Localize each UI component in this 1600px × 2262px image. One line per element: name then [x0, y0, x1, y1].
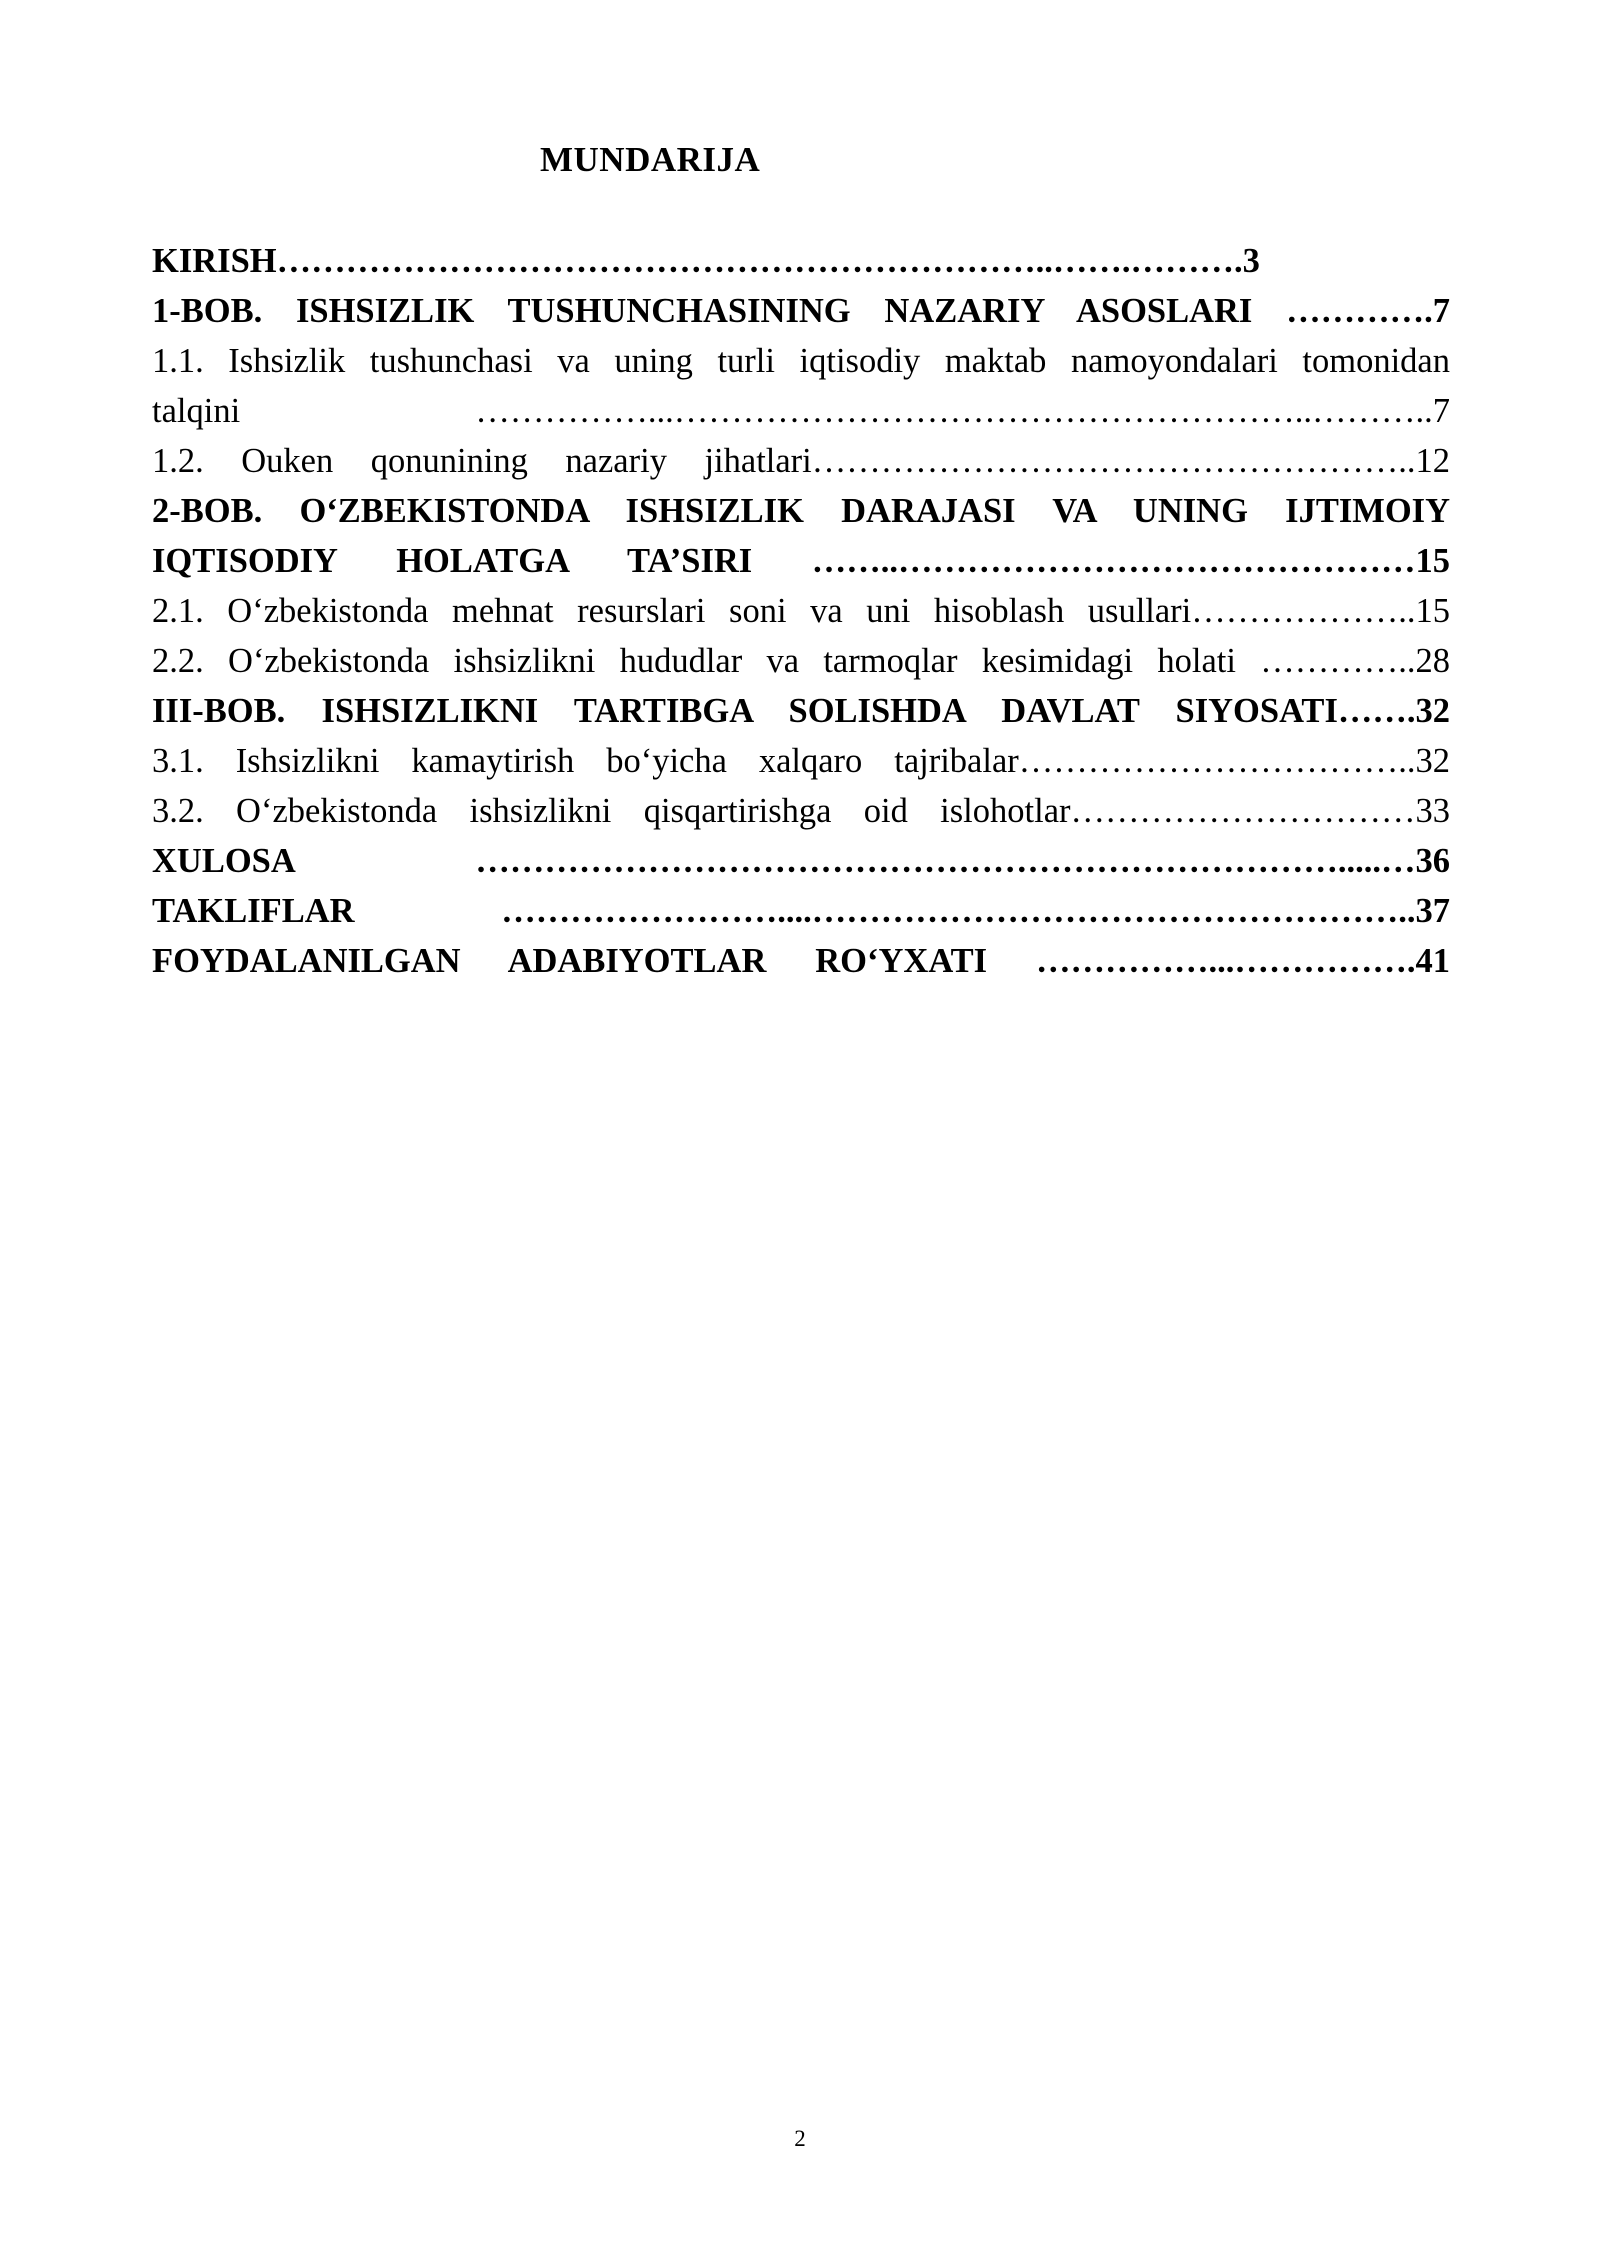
toc-entry-chapter-3[interactable]: III-BOB. ISHSIZLIKNI TARTIBGA SOLISHDA DAVLAT SIYOSATI…….32 — [152, 692, 1450, 730]
toc-entry-kirish[interactable]: KIRISH…………………………………………………………..…….……….3 — [152, 242, 1260, 280]
toc-entry-section-1-2[interactable]: 1.2. Ouken qonunining nazariy jihatlari……………………………………………..12 — [152, 442, 1450, 480]
toc-entry-section-2-2[interactable]: 2.2. O‘zbekistonda ishsizlikni hududlar va tarmoqlar kesimidagi holati …………..28 — [152, 642, 1450, 680]
toc-entry-takliflar[interactable]: TAKLIFLAR ……………………....……………………………………………..37 — [152, 892, 1450, 930]
toc-entry-chapter-2-line-2[interactable]: IQTISODIY HOLATGA TA’SIRI ……..………………………………………15 — [152, 542, 1450, 580]
toc-entry-section-3-1[interactable]: 3.1. Ishsizlikni kamaytirish bo‘yicha xalqaro tajribalar……………………………..32 — [152, 742, 1450, 780]
table-of-contents — [152, 236, 1450, 986]
toc-entry-adabiyotlar[interactable]: FOYDALANILGAN ADABIYOTLAR RO‘YXATI ……………...…………….41 — [152, 942, 1450, 980]
toc-entry-section-1-1-line-1[interactable]: 1.1. Ishsizlik tushunchasi va uning turli iqtisodiy maktab namoyondalari tomonidan — [152, 342, 1450, 380]
page-number: 2 — [794, 2126, 806, 2151]
toc-entry-section-2-1[interactable]: 2.1. O‘zbekistonda mehnat resurslari soni va uni hisoblash usullari………………..15 — [152, 592, 1450, 630]
toc-entry-section-3-2[interactable]: 3.2. O‘zbekistonda ishsizlikni qisqartirishga oid islohotlar…………………………33 — [152, 792, 1450, 830]
toc-entry-section-1-1-line-2[interactable]: talqini ……………...………………………………………………..………..7 — [152, 392, 1450, 430]
toc-entry-xulosa[interactable]: XULOSA ………………………………………………………………….....…36 — [152, 842, 1450, 880]
toc-entry-chapter-2-line-1[interactable]: 2-BOB. O‘ZBEKISTONDA ISHSIZLIK DARAJASI VA UNING IJTIMOIY — [152, 492, 1450, 530]
page-title: MUNDARIJA — [540, 140, 761, 179]
toc-entry-chapter-1[interactable]: 1-BOB. ISHSIZLIK TUSHUNCHASINING NAZARIY ASOSLARI ………….7 — [152, 292, 1450, 330]
